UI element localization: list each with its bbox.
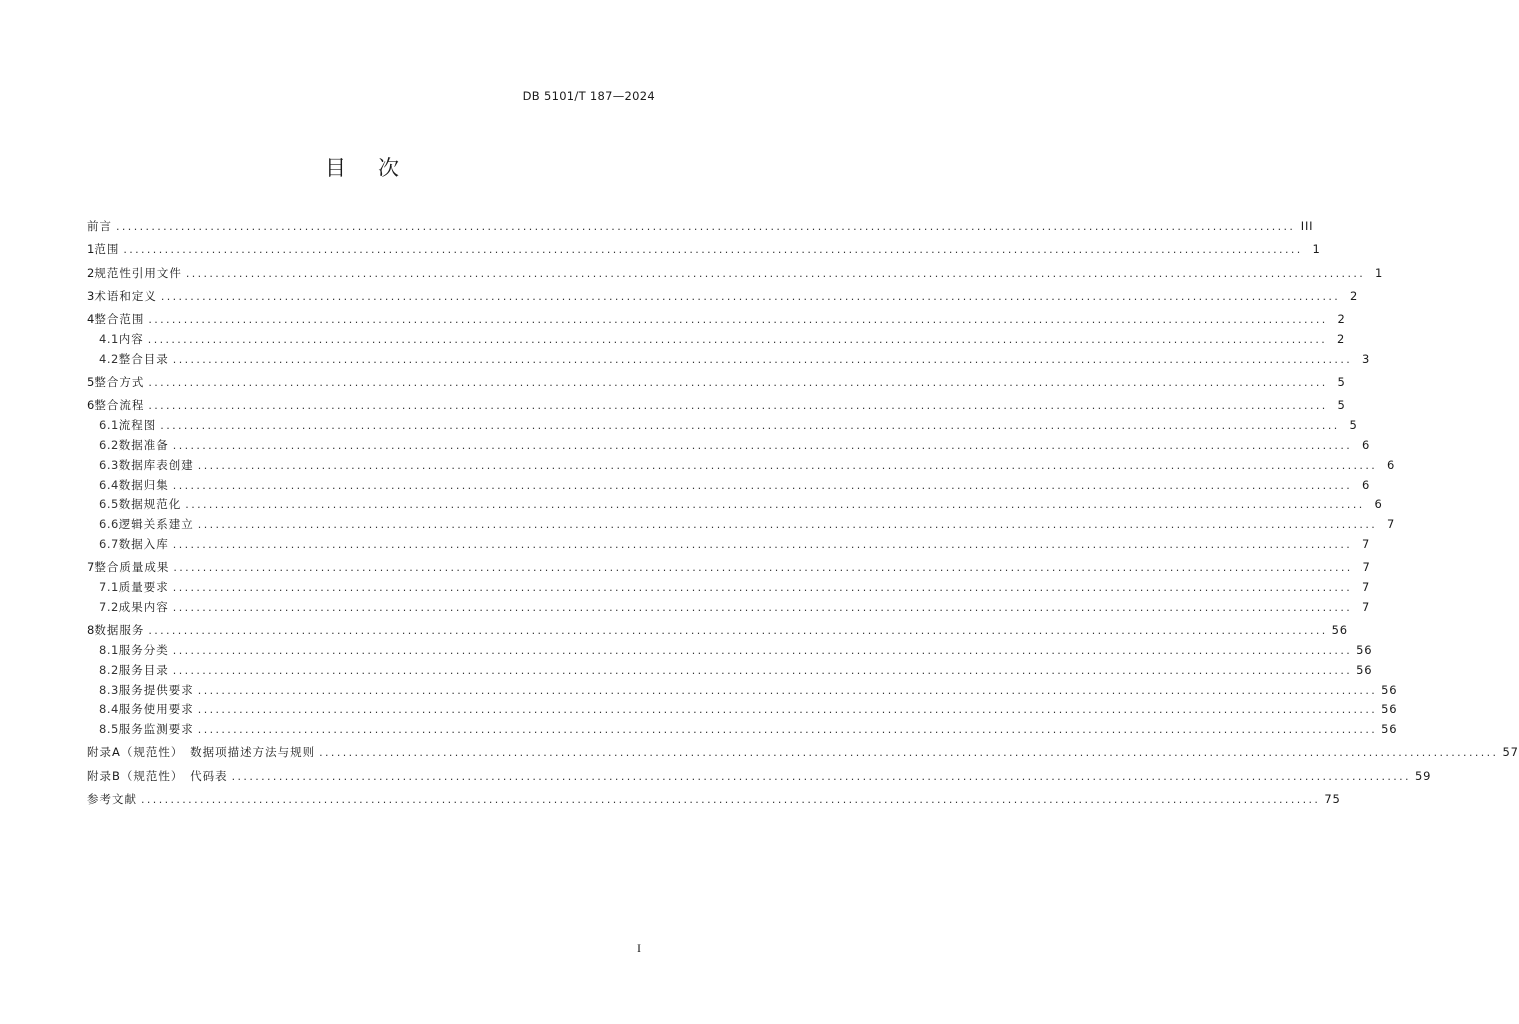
toc-entry-number: 1 — [87, 242, 95, 257]
toc-entry[interactable] — [87, 240, 1321, 260]
toc-dot-leader: ........................................................................................................................................................................................................ — [172, 478, 1353, 492]
toc-dot-leader: ........................................................................................................................................................................................................ — [116, 220, 1296, 233]
toc-entry-page: 2 — [1350, 288, 1359, 303]
toc-entry-page: 6 — [1362, 477, 1371, 492]
toc-entry-label: 整合流程 — [94, 398, 145, 413]
toc-entry-label: 数据准备 — [118, 437, 169, 452]
toc-entry-label: 整合目录 — [118, 351, 169, 366]
toc-entry-label: 术语和定义 — [94, 288, 157, 303]
toc-entry-page: 7 — [1362, 560, 1371, 575]
toc-entry-page: 6 — [1362, 437, 1371, 452]
toc-entry-number: 7 — [87, 560, 95, 575]
toc-entry-page: 57 — [1502, 745, 1519, 760]
toc-entry[interactable] — [87, 558, 1371, 578]
toc-entry-number: 8.3 — [99, 682, 119, 697]
page-title: 目次 — [325, 156, 431, 180]
table-of-contents — [87, 217, 1519, 810]
toc-dot-leader: ........................................................................................................................................................................................................ — [147, 332, 1328, 346]
toc-entry[interactable] — [87, 217, 1314, 237]
toc-entry-page: 7 — [1362, 536, 1371, 551]
toc-entry-label: 服务使用要求 — [118, 702, 194, 717]
toc-entry-label: 服务监测要求 — [118, 722, 194, 737]
toc-entry[interactable] — [87, 743, 1519, 763]
toc-entry-number: 6.1 — [99, 418, 119, 433]
document-number: DB 5101/T 187—2024 — [522, 89, 655, 103]
toc-entry-label: 质量要求 — [118, 580, 169, 595]
toc-entry[interactable] — [87, 641, 1373, 661]
toc-entry-number: 6 — [87, 398, 95, 413]
toc-entry-page: 7 — [1362, 599, 1371, 614]
toc-entry[interactable] — [87, 396, 1346, 416]
toc-entry-page: 3 — [1362, 351, 1371, 366]
toc-entry[interactable] — [87, 495, 1383, 515]
toc-entry-number: 6.2 — [99, 437, 119, 452]
toc-entry-label: 参考文献 — [87, 792, 137, 807]
toc-entry-number: 4 — [87, 312, 95, 327]
toc-entry-label: 服务目录 — [118, 662, 169, 677]
toc-entry-page: 5 — [1349, 418, 1358, 433]
toc-entry[interactable] — [87, 767, 1432, 787]
toc-entry[interactable] — [87, 720, 1398, 740]
toc-entry-label: 数据入库 — [118, 536, 169, 551]
toc-entry-page: 75 — [1324, 792, 1341, 807]
toc-entry-page: 2 — [1337, 312, 1346, 327]
toc-entry-label: 整合范围 — [94, 312, 145, 327]
toc-entry-number: 8.5 — [99, 722, 119, 737]
toc-dot-leader: ........................................................................................................................................................................................................ — [148, 399, 1328, 413]
toc-dot-leader: ........................................................................................................................................................................................................ — [319, 746, 1499, 760]
toc-entry-page: 6 — [1387, 457, 1396, 472]
toc-entry-page: 7 — [1387, 517, 1396, 532]
toc-dot-leader: ........................................................................................................................................................................................................ — [160, 419, 1340, 433]
toc-dot-leader: ........................................................................................................................................................................................................ — [148, 624, 1328, 638]
toc-entry[interactable] — [87, 535, 1371, 555]
toc-entry-number: 6.3 — [99, 457, 119, 472]
toc-entry-number: 6.4 — [99, 477, 119, 492]
toc-entry-number: 5 — [87, 375, 95, 390]
toc-entry-page: 56 — [1381, 722, 1398, 737]
toc-entry-page: 1 — [1375, 265, 1384, 280]
toc-entry[interactable] — [87, 661, 1373, 681]
toc-entry[interactable] — [87, 416, 1358, 436]
toc-entry-label: 服务分类 — [118, 642, 169, 657]
toc-dot-leader: ........................................................................................................................................................................................................ — [185, 498, 1365, 512]
toc-entry-number: 3 — [87, 288, 95, 303]
toc-entry-page: 59 — [1414, 768, 1432, 783]
toc-entry-page: 56 — [1356, 662, 1373, 677]
toc-entry[interactable] — [87, 790, 1341, 810]
toc-dot-leader: ........................................................................................................................................................................................................ — [148, 376, 1328, 390]
toc-entry[interactable] — [87, 310, 1346, 330]
toc-dot-leader: ........................................................................................................................................................................................................ — [172, 537, 1353, 551]
toc-entry-label: 附录A（规范性） 数据项描述方法与规则 — [87, 745, 316, 760]
toc-entry[interactable] — [87, 621, 1348, 641]
toc-entry[interactable] — [87, 578, 1371, 598]
toc-entry[interactable] — [87, 700, 1398, 720]
toc-entry-number: 6.5 — [99, 497, 119, 512]
toc-entry[interactable] — [87, 264, 1384, 284]
toc-dot-leader: ........................................................................................................................................................................................................ — [185, 266, 1366, 280]
toc-dot-leader: ........................................................................................................................................................................................................ — [160, 289, 1341, 303]
toc-entry-page: 5 — [1337, 398, 1346, 413]
toc-entry-label: 规范性引用文件 — [94, 265, 182, 280]
toc-entry-page: 56 — [1381, 702, 1398, 717]
toc-entry-number: 8.1 — [99, 642, 119, 657]
toc-entry[interactable] — [87, 515, 1396, 535]
toc-entry-page: 5 — [1337, 375, 1346, 390]
footer-page-number: I — [637, 941, 641, 955]
toc-entry-label: 数据库表创建 — [118, 457, 194, 472]
toc-entry-label: 逻辑关系建立 — [118, 517, 194, 532]
toc-entry-number: 8.2 — [99, 662, 119, 677]
toc-entry-label: 流程图 — [118, 418, 157, 433]
toc-entry-page: 6 — [1374, 497, 1383, 512]
toc-dot-leader: ........................................................................................................................................................................................................ — [123, 243, 1303, 257]
toc-dot-leader: ........................................................................................................................................................................................................ — [172, 643, 1353, 657]
toc-entry[interactable] — [87, 287, 1359, 307]
toc-entry-label: 范围 — [94, 242, 120, 257]
toc-dot-leader: ........................................................................................................................................................................................................ — [197, 723, 1378, 737]
toc-entry-label: 数据规范化 — [118, 497, 182, 512]
toc-entry-label: 数据归集 — [118, 477, 169, 492]
toc-dot-leader: ........................................................................................................................................................................................................ — [148, 313, 1328, 327]
toc-dot-leader: ........................................................................................................................................................................................................ — [197, 458, 1378, 472]
toc-entry-label: 前言 — [87, 219, 112, 233]
toc-entry-number: 6.7 — [99, 536, 119, 551]
toc-dot-leader: ........................................................................................................................................................................................................ — [197, 518, 1378, 532]
toc-entry-label: 整合质量成果 — [94, 560, 170, 575]
toc-entry-number: 7.2 — [99, 599, 119, 614]
toc-entry-page: 56 — [1331, 623, 1348, 638]
toc-dot-leader: ........................................................................................................................................................................................................ — [172, 663, 1353, 677]
toc-entry-number: 7.1 — [99, 580, 119, 595]
toc-dot-leader: ........................................................................................................................................................................................................ — [197, 703, 1378, 717]
toc-entry-label: 服务提供要求 — [118, 682, 194, 697]
toc-dot-leader: ........................................................................................................................................................................................................ — [172, 600, 1353, 614]
toc-entry-page: 1 — [1312, 242, 1321, 257]
toc-entry-label: 成果内容 — [118, 599, 169, 614]
toc-dot-leader: ........................................................................................................................................................................................................ — [172, 352, 1353, 366]
toc-entry[interactable] — [87, 373, 1346, 393]
toc-entry-page: III — [1300, 219, 1314, 233]
toc-entry-label: 整合方式 — [94, 375, 145, 390]
toc-entry-page: 7 — [1362, 580, 1371, 595]
toc-dot-leader: ........................................................................................................................................................................................................ — [173, 561, 1353, 575]
toc-entry[interactable] — [87, 681, 1398, 701]
toc-entry[interactable] — [87, 598, 1371, 618]
toc-entry-number: 8.4 — [99, 702, 119, 717]
toc-entry-number: 4.2 — [99, 351, 119, 366]
toc-entry[interactable] — [87, 436, 1371, 456]
toc-entry-label: 数据服务 — [94, 623, 145, 638]
toc-entry-number: 8 — [87, 623, 95, 638]
toc-entry[interactable] — [87, 476, 1371, 496]
toc-entry[interactable] — [87, 350, 1371, 370]
toc-entry-number: 4.1 — [99, 331, 119, 346]
toc-entry[interactable] — [87, 330, 1346, 350]
toc-entry[interactable] — [87, 456, 1396, 476]
toc-entry-number: 2 — [87, 265, 95, 280]
toc-dot-leader: ........................................................................................................................................................................................................ — [172, 438, 1353, 452]
toc-dot-leader: ........................................................................................................................................................................................................ — [141, 793, 1321, 807]
toc-dot-leader: ........................................................................................................................................................................................................ — [172, 581, 1353, 595]
toc-dot-leader: ........................................................................................................................................................................................................ — [231, 769, 1411, 783]
toc-entry-page: 56 — [1381, 682, 1398, 697]
toc-entry-number: 6.6 — [99, 517, 119, 532]
toc-dot-leader: ........................................................................................................................................................................................................ — [197, 683, 1378, 697]
toc-entry-label: 附录B（规范性） 代码表 — [87, 768, 228, 783]
toc-entry-label: 内容 — [118, 331, 144, 346]
toc-entry-page: 2 — [1337, 331, 1346, 346]
toc-entry-page: 56 — [1356, 642, 1373, 657]
